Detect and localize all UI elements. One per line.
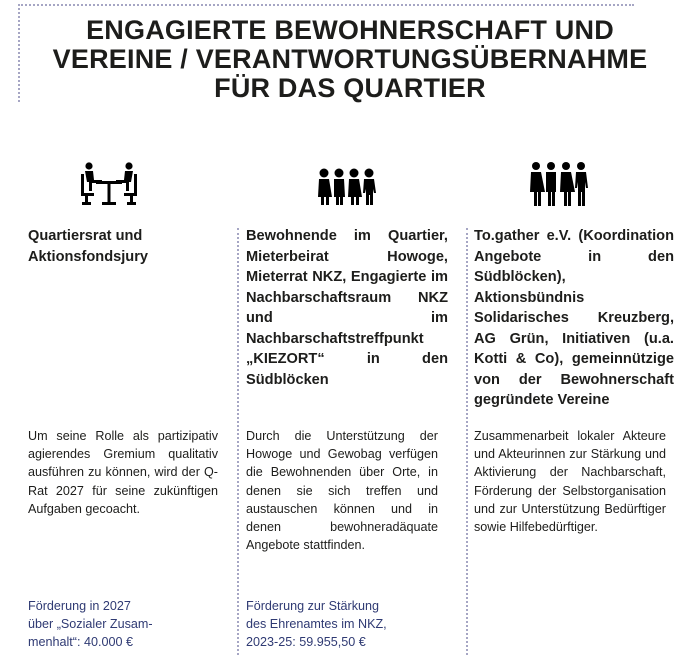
meeting-table-icon (80, 160, 138, 208)
column-divider-1 (237, 228, 239, 655)
group-of-people-icon (316, 160, 378, 208)
column-description: Zusammenarbeit lokaler Akteure und Akteurinnen zur Stärkung und Aktivierung der Nachbarschaft, Förderung der Selbstorganisation und zur Unterstützung Bedürftiger sowie Hilfebedürftiger. (474, 429, 666, 535)
column-description: Durch die Unterstützung der Howoge und Gewobag verfügen die Bewohnenden über Orte, in denen sie sich treffen und austauschen können und in denen bewohneradäquate Angebote stattfinden. (246, 429, 438, 553)
title-line-1: ENGAGIERTE BEWOHNERSCHAFT UND (86, 15, 614, 45)
column-description: Um seine Rolle als partizipativ agierendes Gremium qualitativ ausführen zu können, wird der Q-Rat 2027 für seine zukünftigen Aufgaben gecoacht. (28, 429, 218, 516)
column-divider-2 (466, 228, 468, 655)
funding-line: Förderung zur Stärkung (246, 599, 380, 613)
actor-heading: Bewohnende im Quartier, Mieterbeirat Howoge, Mieterrat NKZ, Engagierte im Nachbarschaftsraum NKZ und im Nachbarschaftstreffpunkt „KIEZORT“ in den Südblöcken (246, 228, 448, 388)
funding-line: Förderung in 2027 (28, 599, 131, 613)
funding-note (246, 597, 446, 652)
title-line-3: FÜR DAS QUARTIER (214, 73, 486, 103)
column-vereine (474, 226, 674, 411)
community-people-icon (528, 160, 590, 208)
funding-line: des Ehrenamtes im NKZ, (246, 617, 387, 632)
dotted-frame-left (18, 4, 20, 102)
title-line-2: VEREINE / VERANTWORTUNGSÜBERNAHME (52, 44, 648, 74)
actor-heading: To.gather e.V. (Koordination Angebote in den Südblöcken), Aktionsbündnis Solidarisches Kreuzberg, AG Grün, Initiativen (u.a. Kotti & Co), gemeinnützige von der Bewohnerschaft gegründete Vereine (474, 228, 674, 408)
dotted-frame-top (18, 4, 634, 6)
funding-line: über „Sozialer Zusam- (28, 617, 153, 632)
funding-line: 2023-25: 59.955,50 € (246, 635, 366, 650)
funding-line: menhalt“: 40.000 € (28, 635, 134, 650)
actor-heading: Quartiersrat und Aktionsfondsjury (28, 228, 148, 265)
funding-note (28, 597, 218, 652)
column-quartiersrat (28, 226, 218, 267)
page-title (30, 16, 670, 103)
column-bewohnende (246, 226, 448, 390)
